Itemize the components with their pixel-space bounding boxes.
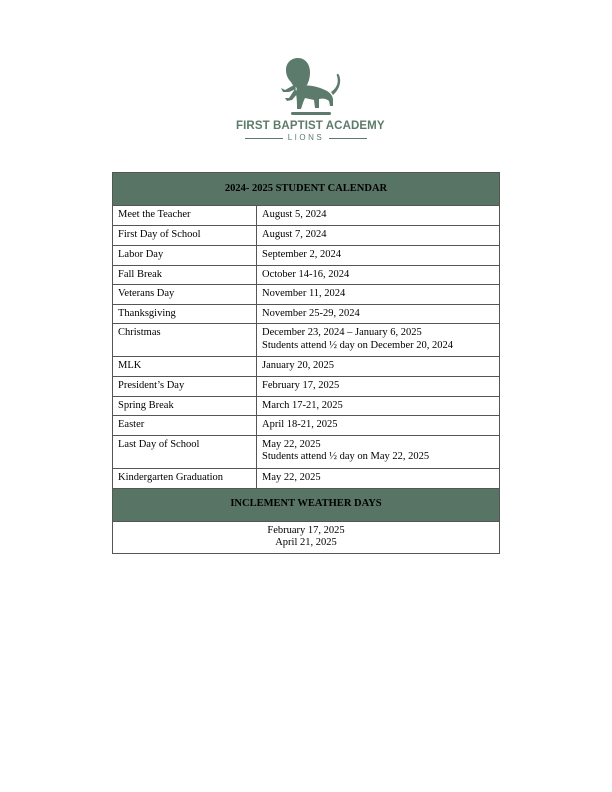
logo-subtitle-row: [236, 133, 376, 143]
school-logo: [236, 56, 385, 152]
event-date-cell: [257, 416, 500, 436]
lion-icon: [267, 56, 345, 118]
event-date-cell: [257, 468, 500, 488]
calendar-row: [113, 357, 500, 377]
event-date-cell: [257, 304, 500, 324]
event-name: Fall Break: [113, 265, 257, 285]
event-name: Kindergarten Graduation: [113, 468, 257, 488]
weather-section: [113, 488, 500, 553]
event-name: Labor Day: [113, 246, 257, 266]
event-date: May 22, 2025: [262, 471, 321, 483]
event-date: April 18-21, 2025: [262, 419, 338, 430]
event-name: President’s Day: [113, 376, 257, 396]
calendar-row: [113, 324, 500, 357]
calendar-row: [113, 435, 500, 468]
event-date: May 22, 2025: [262, 438, 321, 450]
event-date-cell: [257, 396, 500, 416]
calendar-title: 2024- 2025 STUDENT CALENDAR: [113, 173, 500, 206]
event-date: October 14-16, 2024: [262, 268, 350, 280]
event-note: Students attend ½ day on December 20, 2024: [262, 339, 453, 351]
event-date: September 2, 2024: [262, 249, 342, 260]
event-name: Spring Break: [113, 396, 257, 416]
calendar-row: [113, 304, 500, 324]
calendar-row: [113, 416, 500, 436]
event-date-cell: [257, 285, 500, 305]
calendar-row: [113, 246, 500, 266]
logo-school-name: FIRST BAPTIST ACADEMY: [236, 120, 385, 132]
event-name: Veterans Day: [113, 285, 257, 305]
student-calendar-table: [112, 172, 500, 554]
event-date: February 17, 2025: [262, 379, 340, 391]
calendar-row: [113, 376, 500, 396]
weather-date: February 17, 2025: [267, 524, 345, 536]
event-date-cell: [257, 324, 500, 357]
event-date-cell: [257, 226, 500, 246]
calendar-row: [113, 265, 500, 285]
event-date-cell: [257, 246, 500, 266]
logo-rule-right: [329, 138, 367, 139]
event-date: December 23, 2024 – January 6, 2025: [262, 327, 422, 338]
event-name: MLK: [113, 357, 257, 377]
event-name: Thanksgiving: [113, 304, 257, 324]
event-name: Meet the Teacher: [113, 206, 257, 226]
event-date-cell: [257, 265, 500, 285]
calendar-row: [113, 396, 500, 416]
logo-subtitle: LIONS: [287, 133, 325, 142]
weather-dates-row: [113, 521, 500, 553]
event-name: Christmas: [113, 324, 257, 357]
weather-dates-cell: [113, 521, 500, 553]
calendar-row: [113, 206, 500, 226]
event-name: Last Day of School: [113, 435, 257, 468]
event-date: November 11, 2024: [262, 288, 346, 299]
calendar-body: [113, 173, 500, 489]
calendar-row: [113, 285, 500, 305]
logo-rule-left: [245, 138, 283, 139]
event-date: January 20, 2025: [262, 360, 335, 371]
event-name: Easter: [113, 416, 257, 436]
weather-title: INCLEMENT WEATHER DAYS: [113, 488, 500, 521]
event-date: March 17-21, 2025: [262, 399, 343, 411]
event-date-cell: [257, 435, 500, 468]
calendar-row: [113, 468, 500, 488]
weather-date: April 21, 2025: [275, 537, 337, 548]
event-date-cell: [257, 376, 500, 396]
weather-header-row: [113, 488, 500, 521]
event-note: Students attend ½ day on May 22, 2025: [262, 451, 430, 462]
event-name: First Day of School: [113, 226, 257, 246]
event-date: August 7, 2024: [262, 229, 327, 240]
event-date-cell: [257, 206, 500, 226]
calendar-header-row: [113, 173, 500, 206]
calendar-row: [113, 226, 500, 246]
event-date-cell: [257, 357, 500, 377]
event-date: November 25-29, 2024: [262, 307, 360, 319]
event-date: August 5, 2024: [262, 209, 327, 220]
